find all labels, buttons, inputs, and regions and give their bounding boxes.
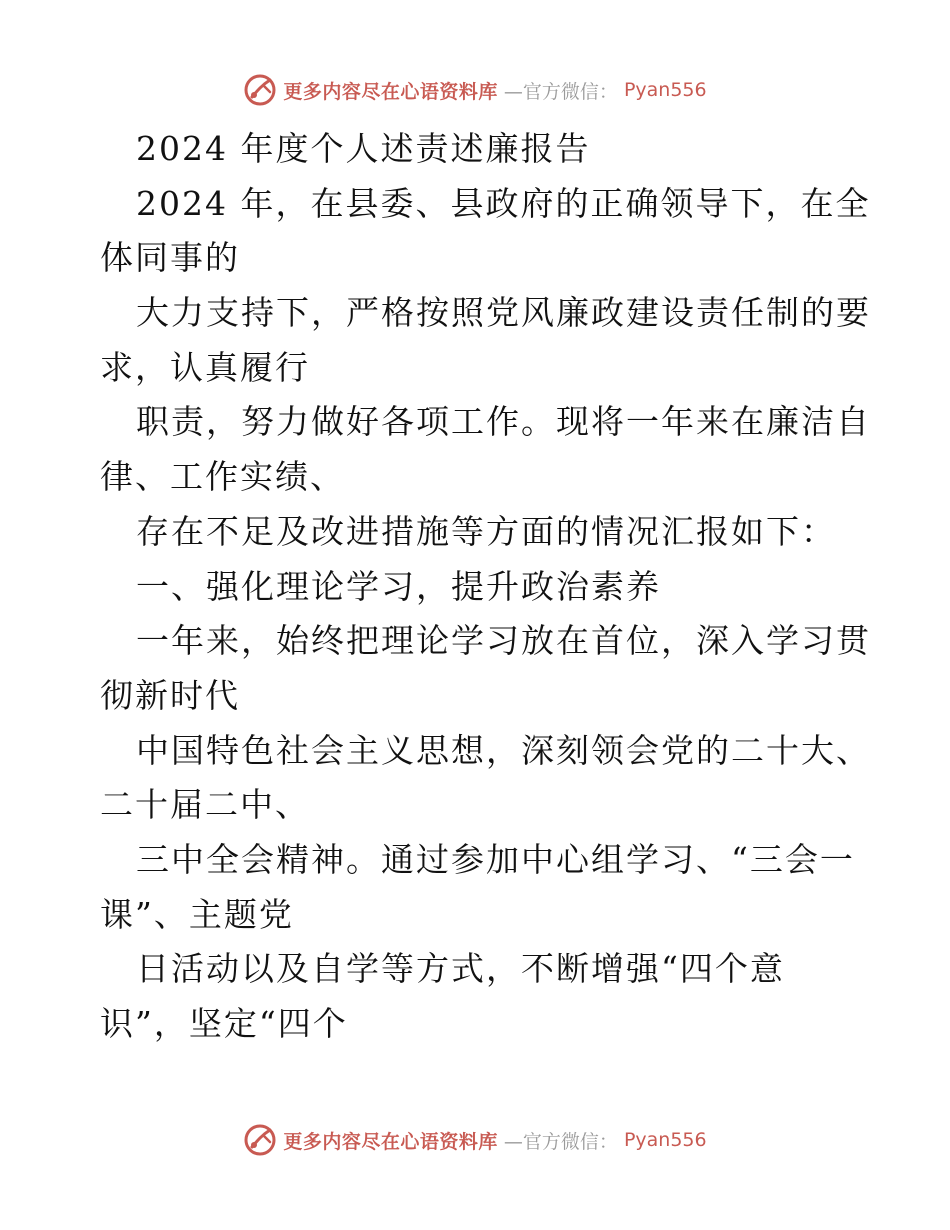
paragraph-line: 体同事的 [100, 238, 240, 278]
document-body [100, 122, 871, 1052]
watermark-separator: —官方微信： [503, 80, 618, 103]
watermark-text: 更多内容尽在心语资料库 [283, 1130, 498, 1153]
paragraph-line: 一年来，始终把理论学习放在首位，深入学习贯 [136, 621, 871, 661]
paragraph-line: 律、工作实绩、 [100, 457, 345, 497]
paragraph-line: 识”，坚定“四个 [100, 1004, 348, 1043]
ink-brush-logo-icon [243, 73, 277, 107]
watermark-account: Pyan556 [623, 1129, 707, 1151]
paragraph-line: 中国特色社会主义思想，深刻领会党的二十大、 [136, 730, 871, 770]
ink-brush-logo-icon [243, 1123, 277, 1157]
paragraph-line: 二十届二中、 [100, 785, 310, 825]
paragraph-line: 存在不足及改进措施等方面的情况汇报如下： [136, 511, 836, 551]
paragraph-line: 三中全会精神。通过参加中心组学习、“三会一 [136, 839, 855, 879]
paragraph-line: 大力支持下，严格按照党风廉政建设责任制的要 [136, 293, 871, 333]
paragraph-line: 职责，努力做好各项工作。现将一年来在廉洁自 [136, 402, 871, 442]
paragraph-line: 彻新时代 [100, 675, 240, 715]
watermark-account: Pyan556 [623, 79, 707, 101]
paragraph-line: 求，认真履行 [100, 347, 310, 387]
section-heading: 一、强化理论学习，提升政治素养 [136, 566, 661, 606]
paragraph-line: 2024 年，在县委、县政府的正确领导下，在全 [136, 183, 871, 223]
header-watermark [0, 70, 950, 110]
paragraph-line: 课”、主题党 [100, 894, 294, 934]
footer-watermark [0, 1120, 950, 1160]
watermark-text: 更多内容尽在心语资料库 [283, 80, 498, 103]
document-title: 2024 年度个人述责述廉报告 [136, 129, 591, 168]
paragraph-line: 日活动以及自学等方式，不断增强“四个意 [136, 949, 785, 989]
watermark-separator: —官方微信： [503, 1130, 618, 1153]
